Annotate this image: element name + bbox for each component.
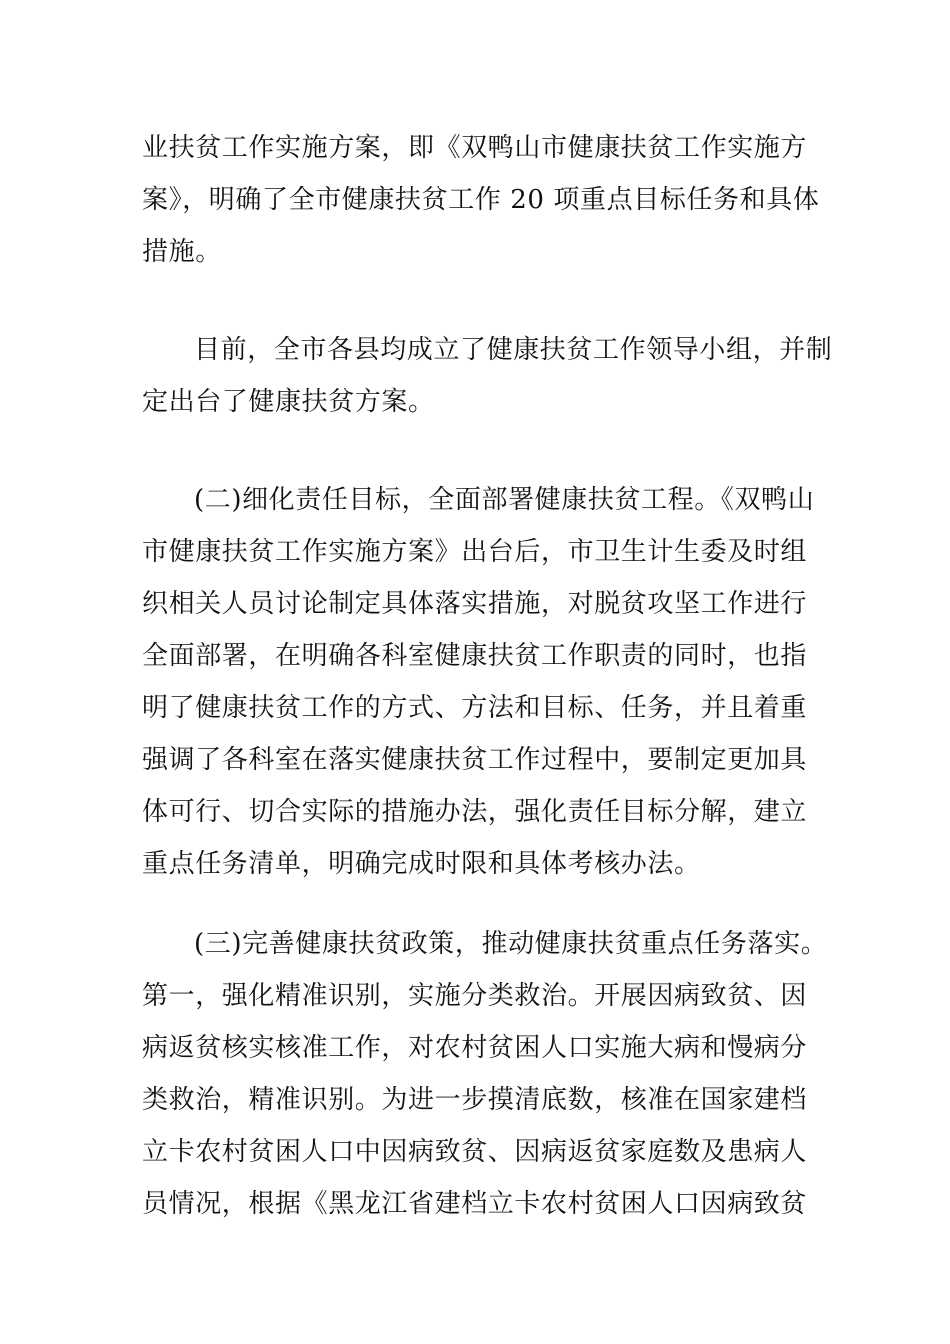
text-line: 第一，强化精准识别，实施分类救治。开展因病致贫、因	[142, 981, 808, 1011]
text-line: 全面部署，在明确各科室健康扶贫工作职责的同时，也指	[142, 641, 808, 671]
text-line: (三)完善健康扶贫政策，推动健康扶贫重点任务落实。	[194, 929, 828, 959]
text-line: 业扶贫工作实施方案，即《双鸭山市健康扶贫工作实施方	[142, 133, 808, 163]
text-line: 立卡农村贫困人口中因病致贫、因病返贫家庭数及患病人	[142, 1137, 808, 1167]
text-line: 体可行、切合实际的措施办法，强化责任目标分解，建立	[142, 797, 808, 827]
paragraph-section-three	[142, 918, 828, 1230]
text-line: 明了健康扶贫工作的方式、方法和目标、任务，并且着重	[142, 693, 808, 723]
paragraph-section-two	[142, 474, 814, 890]
paragraph-current-status	[142, 324, 833, 428]
text-line: 类救治，精准识别。为进一步摸清底数，核准在国家建档	[142, 1085, 808, 1115]
text-line: 员情况，根据《黑龙江省建档立卡农村贫困人口因病致贫	[142, 1189, 808, 1219]
text-line: 病返贫核实核准工作，对农村贫困人口实施大病和慢病分	[142, 1033, 808, 1063]
text-line: (二)细化责任目标，全面部署健康扶贫工程。《双鸭山	[194, 485, 815, 515]
paragraph-plan-intro	[142, 122, 820, 278]
text-line: 定出台了健康扶贫方案。	[142, 387, 435, 417]
text-line: 措施。	[142, 237, 222, 267]
text-line: 市健康扶贫工作实施方案》出台后，市卫生计生委及时组	[142, 537, 808, 567]
text-line: 目前，全市各县均成立了健康扶贫工作领导小组，并制	[194, 335, 833, 365]
text-line: 案》，明确了全市健康扶贫工作 20 项重点目标任务和具体	[142, 185, 820, 215]
text-line: 强调了各科室在落实健康扶贫工作过程中，要制定更加具	[142, 745, 808, 775]
text-line: 重点任务清单，明确完成时限和具体考核办法。	[142, 849, 701, 879]
text-line: 织相关人员讨论制定具体落实措施，对脱贫攻坚工作进行	[142, 589, 808, 619]
